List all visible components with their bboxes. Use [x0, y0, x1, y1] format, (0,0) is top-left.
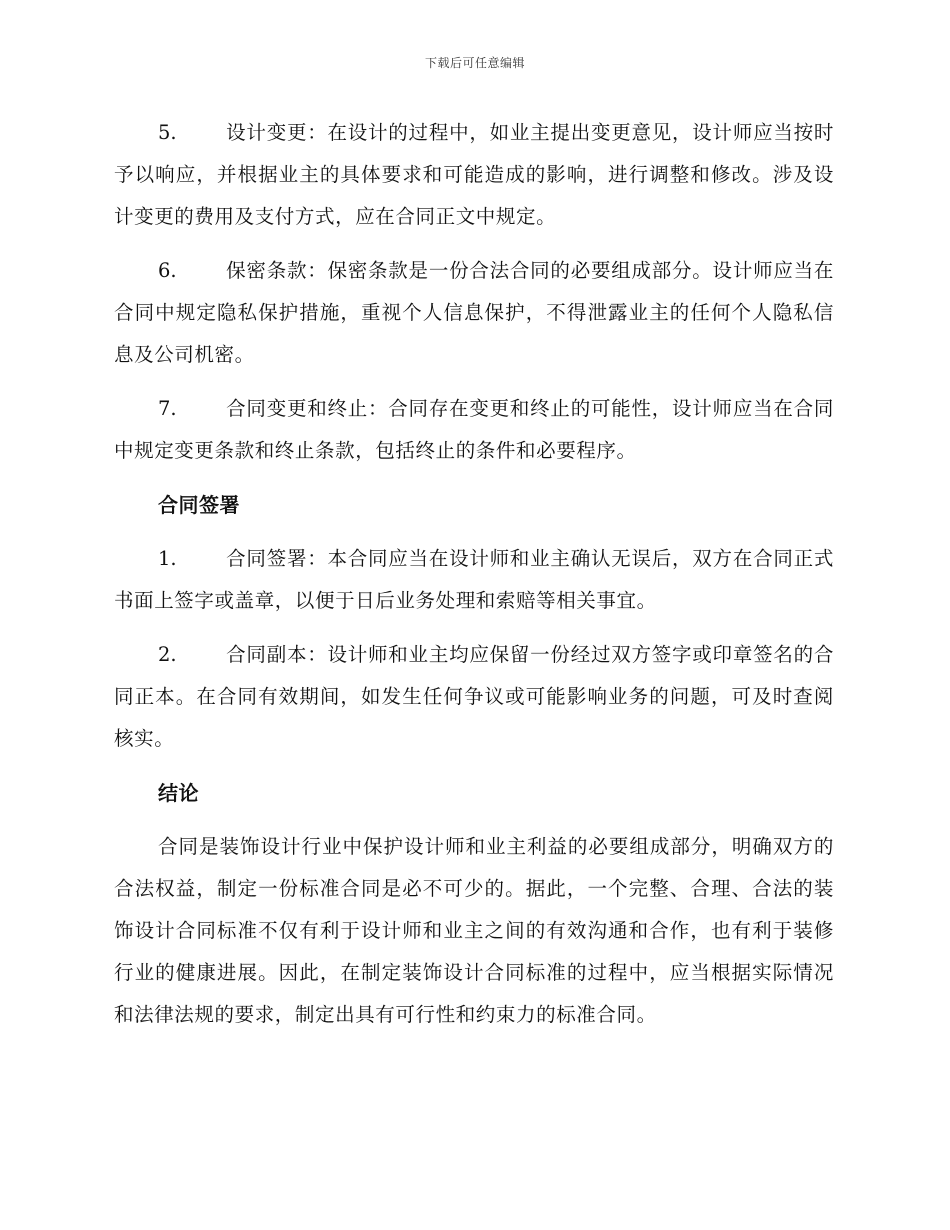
item-number: 5.	[158, 121, 177, 144]
item-text: 保密条款：保密条款是一份合法合同的必要组成部分。设计师应当在合同中规定隐私保护措施，重视个人信息保护，不得泄露业主的任何个人隐私信息及公司机密。	[114, 259, 834, 366]
item-text: 设计变更：在设计的过程中，如业主提出变更意见，设计师应当按时予以响应，并根据业主的具体要求和可能造成的影响，进行调整和修改。涉及设计变更的费用及支付方式，应在合同正文中规定。	[114, 121, 834, 228]
item-text: 合同签署：本合同应当在设计师和业主确认无误后，双方在合同正式书面上签字或盖章，以便于日后业务处理和索赔等相关事宜。	[114, 547, 834, 612]
conclusion-paragraph: 合同是装饰设计行业中保护设计师和业主利益的必要组成部分，明确双方的合法权益，制定一份标准合同是必不可少的。据此，一个完整、合理、合法的装饰设计合同标准不仅有利于设计师和业主之间的有效沟通和合作，也有利于装修行业的健康进展。因此，在制定装饰设计合同标准的过程中，应当根据实际情况和法律法规的要求，制定出具有可行性和约束力的标准合同。	[114, 835, 834, 1026]
section-heading-conclusion: 结论	[158, 781, 199, 805]
document-body	[114, 112, 834, 1048]
item-number: 2.	[158, 643, 177, 666]
section-heading-signing: 合同签署	[158, 493, 240, 517]
page-header: 下载后可任意编辑	[424, 56, 525, 70]
signing-item-1	[114, 538, 834, 622]
item-text: 合同副本：设计师和业主均应保留一份经过双方签字或印章签名的合同正本。在合同有效期间，如发生任何争议或可能影响业务的问题，可及时查阅核实。	[114, 643, 834, 750]
term-item-7	[114, 388, 834, 472]
item-text: 合同变更和终止：合同存在变更和终止的可能性，设计师应当在合同中规定变更条款和终止条款，包括终止的条件和必要程序。	[114, 397, 834, 462]
signing-item-2	[114, 634, 834, 760]
term-item-6	[114, 250, 834, 376]
item-number: 6.	[158, 259, 177, 282]
item-number: 7.	[158, 397, 177, 420]
term-item-5	[114, 112, 834, 238]
item-number: 1.	[158, 547, 177, 570]
